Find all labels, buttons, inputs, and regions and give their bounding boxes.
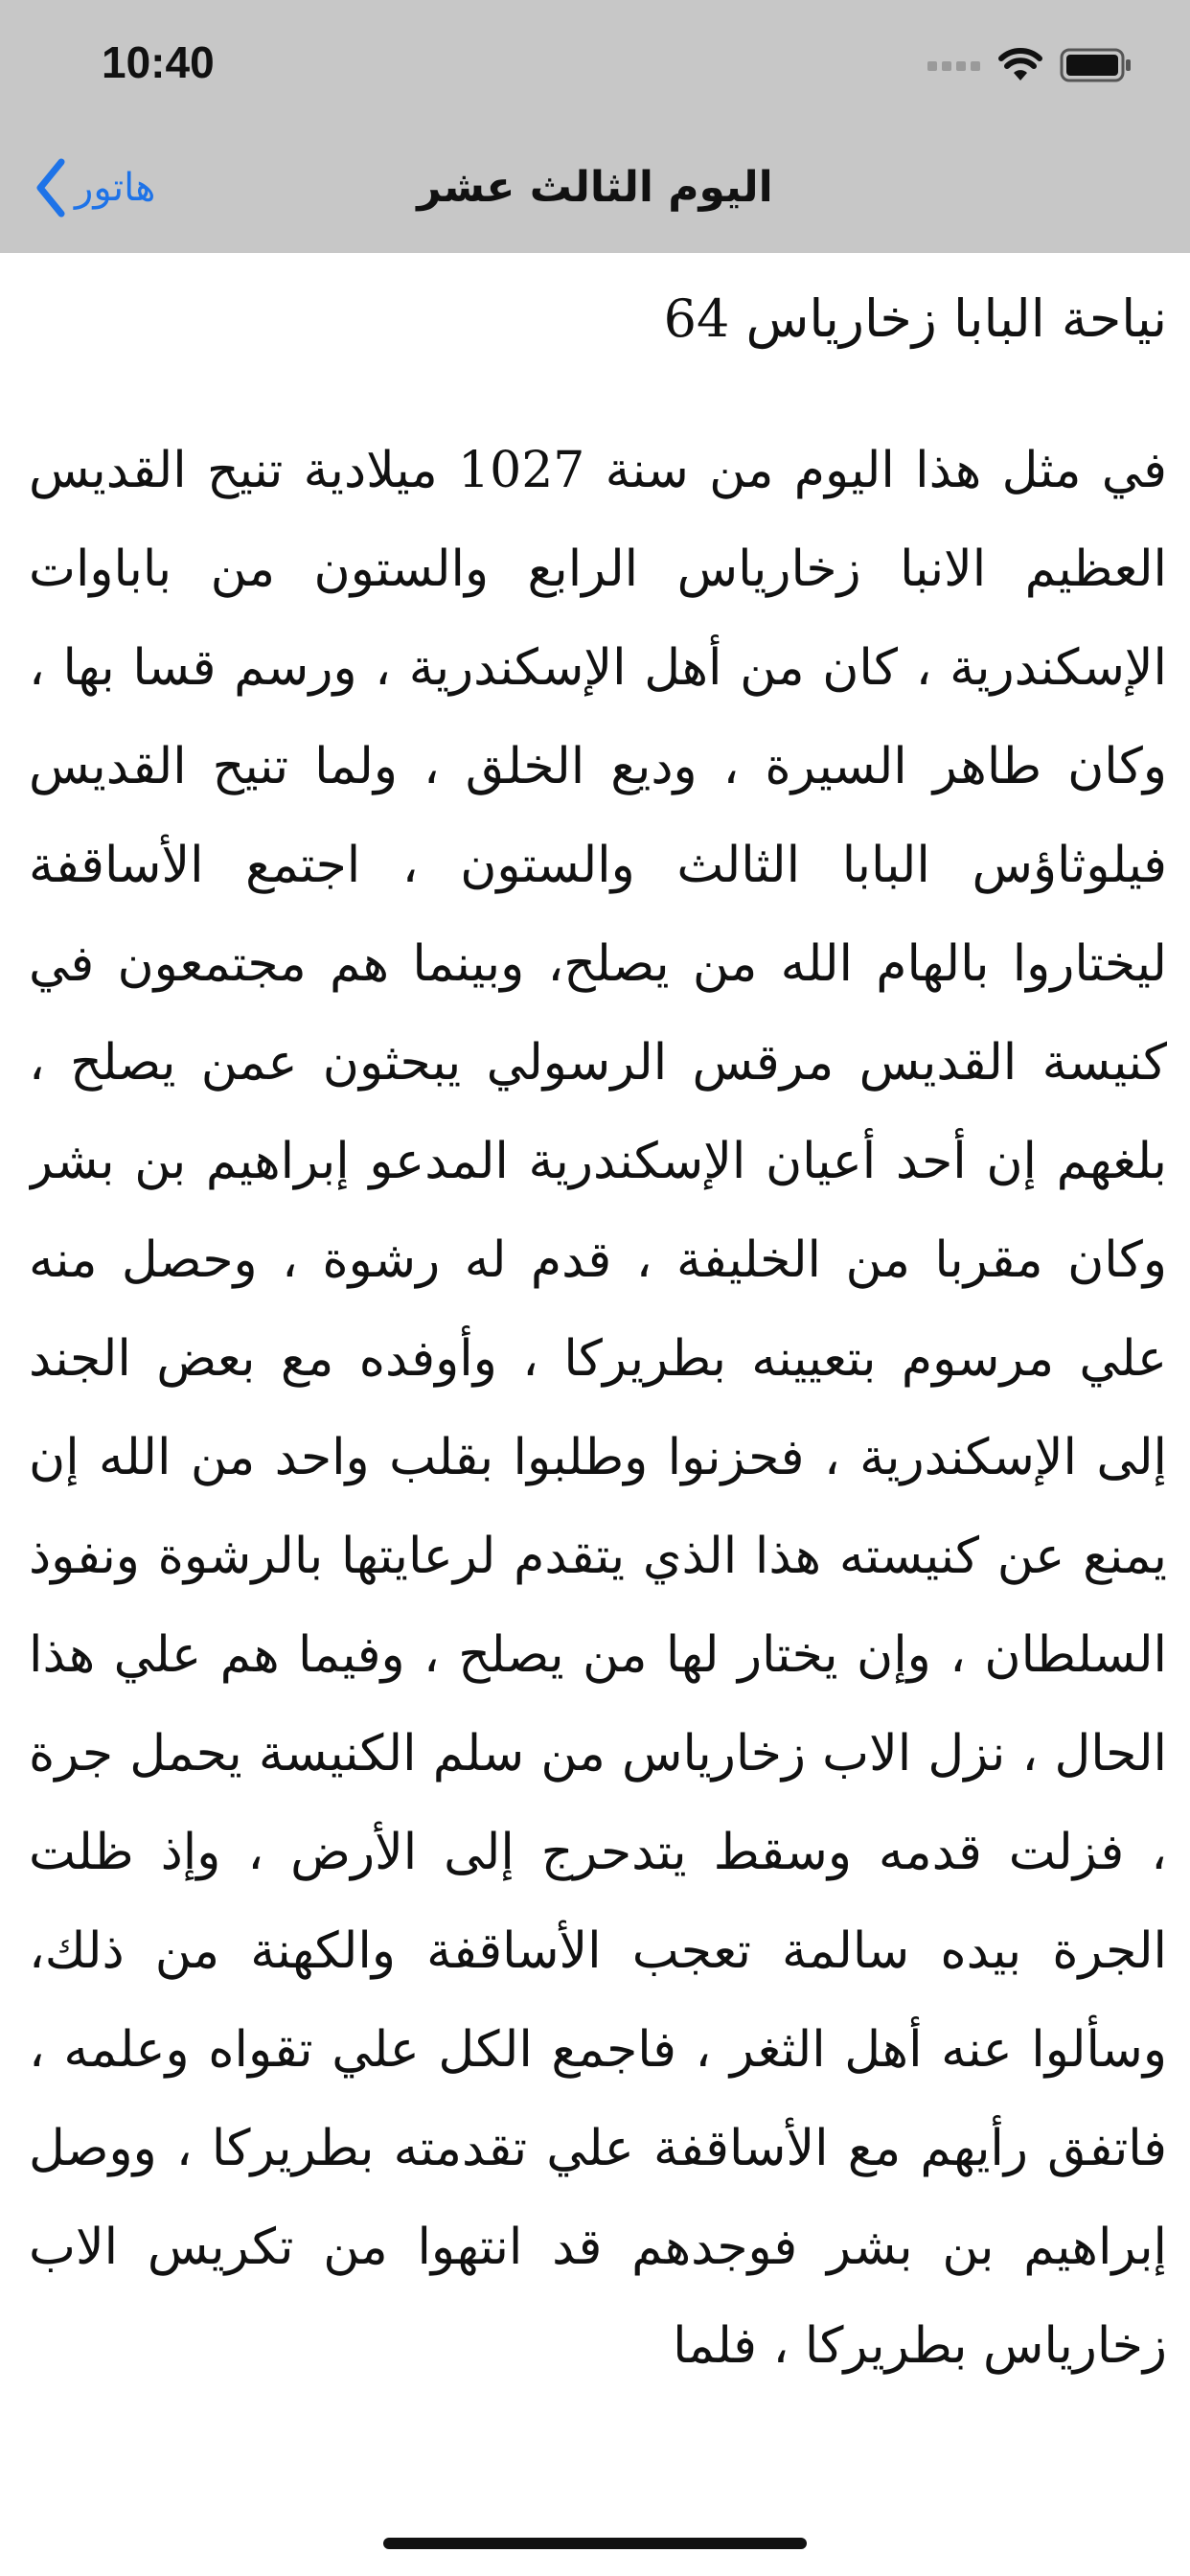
- page-title: اليوم الثالث عشر: [417, 163, 773, 212]
- wifi-icon: [998, 48, 1042, 82]
- status-bar: [0, 0, 1190, 126]
- status-icons: [927, 42, 1133, 88]
- back-button-label: هاتور: [75, 166, 156, 210]
- article-body: في مثل هذا اليوم من سنة 1027 ميلادية تنيح القديس العظيم الانبا زخارياس الرابع والستون من باباوات الإسكندرية ، كان من أهل الإسكندرية ، ورسم قسا بها ، وكان طاهر السيرة ، وديع الخلق ، ولما تنيح القديس فيلوثاؤس البابا الثالث والستون ، اجتمع الأساقفة ليختاروا بالهام الله من يصلح، وبينما هم مجتمعون في كنيسة القديس مرقس الرسولي يبحثون عمن يصلح ، بلغهم إن أحد أعيان الإسكندرية المدعو إبراهيم بن بشر وكان مقربا من الخليفة ، قدم له رشوة ، وحصل منه علي مرسوم بتعيينه بطريركا ، وأوفده مع بعض الجند إلى الإسكندرية ، فحزنوا وطلبوا بقلب واحد من الله إن يمنع عن كنيسته هذا الذي يتقدم لرعايتها بالرشوة ونفوذ السلطان ، وإن يختار لها من يصلح ، وفيما هم علي هذا الحال ، نزل الاب زخارياس من سلم الكنيسة يحمل جرة ، فزلت قدمه وسقط يتدحرج إلى الأرض ، وإذ ظلت الجرة بيده سالمة تعجب الأساقفة والكهنة من ذلك، وسألوا عنه أهل الثغر ، فاجمع الكل علي تقواه وعلمه ، فاتفق رأيهم مع الأساقفة علي تقدمته بطريركا ، ووصل إبراهيم بن بشر فوجدهم قد انتهوا من تكريس الاب زخارياس بطريركا ، فلما: [29, 442, 1167, 2375]
- battery-icon: [1060, 48, 1133, 82]
- signal-icon: [927, 56, 981, 75]
- status-time: 10:40: [102, 37, 215, 87]
- home-indicator[interactable]: [383, 2538, 807, 2549]
- navigation-bar: [0, 126, 1190, 253]
- article-heading: نياحة البابا زخارياس 64: [663, 288, 1167, 349]
- reading-content[interactable]: [29, 253, 1167, 2576]
